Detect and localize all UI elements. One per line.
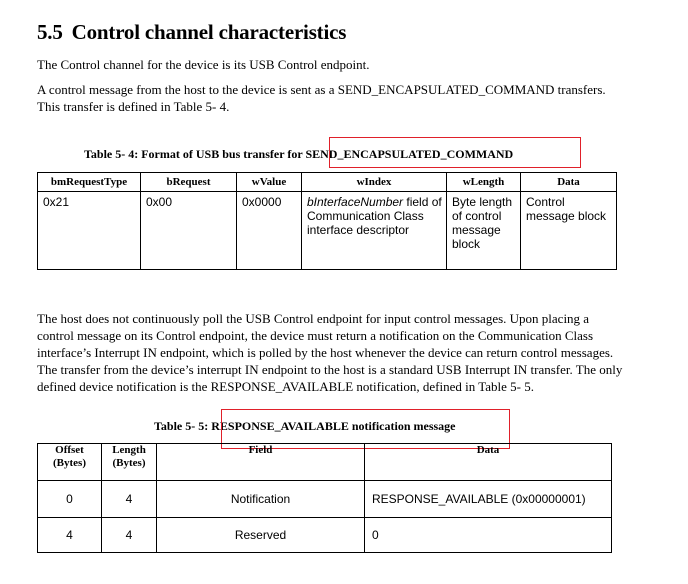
cell-field: Reserved bbox=[157, 518, 365, 553]
cell-offset: 4 bbox=[38, 518, 102, 553]
table1-header: wIndex bbox=[302, 173, 447, 192]
table2-header-offset: Offset (Bytes) bbox=[38, 444, 102, 481]
table1-header: bRequest bbox=[141, 173, 237, 192]
table1-header-row bbox=[38, 173, 617, 192]
cell-data: Control message block bbox=[521, 192, 617, 270]
cell-brequest: 0x00 bbox=[141, 192, 237, 270]
cell-data: RESPONSE_AVAILABLE (0x00000001) bbox=[365, 481, 612, 518]
table1-caption-prefix: Table 5- 4: Format of USB bus transfer fo bbox=[84, 147, 298, 161]
table2-caption-highlight: RESPONSE_AVAILABLE notification message bbox=[211, 419, 456, 433]
table2-header-length: Length (Bytes) bbox=[102, 444, 157, 481]
cell-windex bbox=[302, 192, 447, 270]
section-heading bbox=[37, 20, 346, 45]
table-response-available bbox=[37, 443, 612, 553]
cell-windex-rest: field of Communication Class interface descriptor bbox=[307, 195, 442, 237]
table2-header-field: Field bbox=[157, 444, 365, 481]
table1-header: wLength bbox=[447, 173, 521, 192]
cell-length: 4 bbox=[102, 518, 157, 553]
table-send-encapsulated-command bbox=[37, 172, 617, 270]
cell-wlength: Byte length of control message block bbox=[447, 192, 521, 270]
cell-length: 4 bbox=[102, 481, 157, 518]
highlight-box-send-encapsulated-command bbox=[329, 137, 581, 168]
cell-windex-italic: bInterfaceNumber bbox=[307, 195, 404, 209]
table1-header: wValue bbox=[237, 173, 302, 192]
table2-header-data: Data bbox=[365, 444, 612, 481]
section-title: Control channel characteristics bbox=[71, 20, 347, 44]
cell-offset: 0 bbox=[38, 481, 102, 518]
table1-caption-highlight: r SEND_ENCAPSULATED_COMMAND bbox=[297, 147, 514, 161]
table-row bbox=[38, 518, 612, 553]
section-number: 5.5 bbox=[37, 20, 63, 44]
paragraph-host-polling: The host does not continuously poll the USB Control endpoint for input control messages. Upon placing a control message on its Control endpoint, the device must return a notification on the Communication Class interface’s Interrupt IN endpoint, which is polled by the host whenever the device can return control messages. The transfer from the device’s interrupt IN endpoint to the host is a standard USB Interrupt IN transfer. The only defined device notification is the RESPONSE_AVAILABLE notification, defined in Table 5- 5. bbox=[37, 311, 623, 394]
table1-row bbox=[38, 192, 617, 270]
paragraph-send-command: A control message from the host to the device is sent as a SEND_ENCAPSULATED_COMMAND transfers. This transfer is defined in Table 5- 4. bbox=[37, 82, 606, 114]
table1-header: bmRequestType bbox=[38, 173, 141, 192]
cell-wvalue: 0x0000 bbox=[237, 192, 302, 270]
paragraph-control-channel: The Control channel for the device is its USB Control endpoint. bbox=[37, 57, 370, 72]
cell-bmrequesttype: 0x21 bbox=[38, 192, 141, 270]
table2-header-row bbox=[38, 444, 612, 481]
table2-caption-prefix: Table 5- 5: bbox=[154, 419, 212, 433]
table1-header: Data bbox=[521, 173, 617, 192]
table-row bbox=[38, 481, 612, 518]
cell-data: 0 bbox=[365, 518, 612, 553]
cell-field: Notification bbox=[157, 481, 365, 518]
